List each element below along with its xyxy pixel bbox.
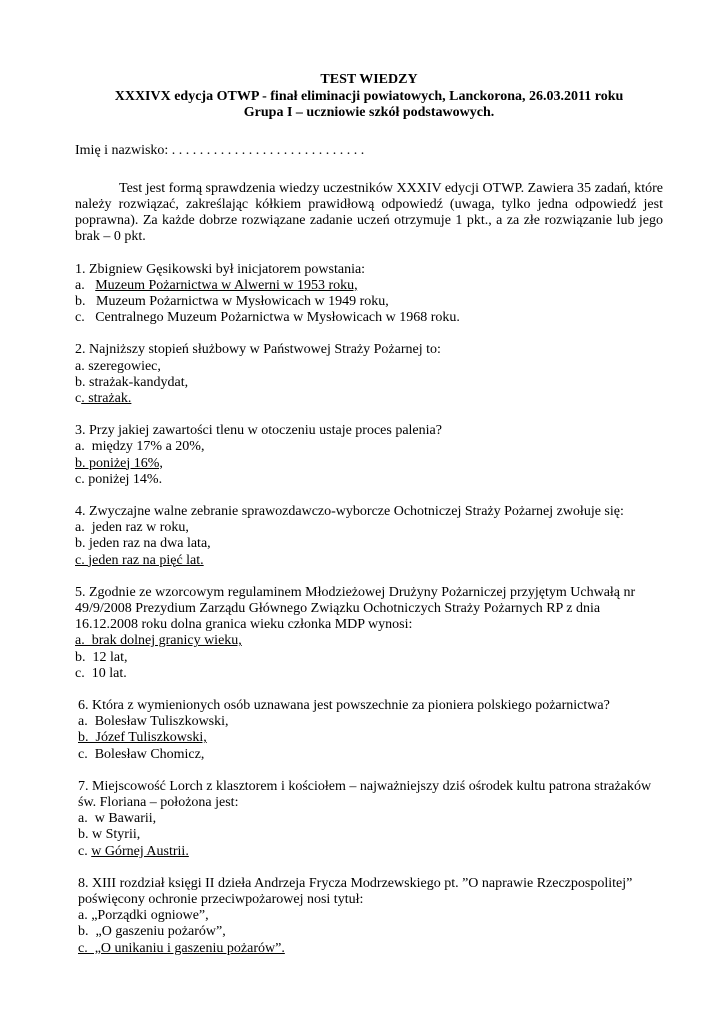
answer-option [75,359,663,375]
question-stem: 7. Miejscowość Lorch z klasztorem i kościołem – najważniejszy dziś ośrodek kultu patrona strażaków św. Floriana – położona jest: [78,778,652,810]
answer-option [75,278,663,294]
answer-text: b. strażak-kandydat, [75,374,189,390]
document-group: Grupa I – uczniowie szkół podstawowych. [243,105,495,120]
answer-prefix: b. [75,293,96,309]
question-6 [75,698,663,763]
answer-option [78,908,663,924]
answer-text-correct: . strażak. [81,390,132,406]
question-stem: 5. Zgodnie ze wzorcowym regulaminem Młodzieżowej Drużyny Pożarniczej przyjętym Uchwałą nr 49/9/2008 Prezydium Zarządu Głównego Związku Ochotniczych Straży Pożarnych RP z dnia 16.12.2008 roku dolna granica wieku członka MDP wynosi: [75,584,636,633]
answer-text-correct: c. jeden raz na pięć lat. [75,552,204,568]
answer-text: c. poniżej 14%. [75,471,163,487]
answer-option [78,924,663,940]
answer-option [75,439,663,455]
answer-option [75,310,663,326]
answer-prefix: c. [75,310,96,326]
answer-text: Centralnego Muzeum Pożarnictwa w Mysłowicach w 1968 roku. [95,310,460,326]
answer-option [75,520,663,536]
answer-text-correct: Muzeum Pożarnictwa w Alwerni w 1953 roku, [95,277,358,293]
answer-option [75,536,663,552]
question-stem: 6. Która z wymienionych osób uznawana jest powszechnie za pioniera polskiego pożarnictwa? [78,697,610,713]
answer-text: b. „O gaszeniu pożarów”, [78,924,226,940]
question-3 [75,423,663,488]
answer-text-correct: b. poniżej 16%, [75,455,163,471]
document-subtitle: XXXIVX edycja OTWP - finał eliminacji powiatowych, Lanckorona, 26.03.2011 roku [114,88,624,104]
question-stem: 2. Najniższy stopień służbowy w Państwowej Straży Pożarnej to: [75,342,441,358]
answer-option [75,375,663,391]
question-8 [75,876,663,957]
answer-option [75,553,663,569]
question-stem: 3. Przy jakiej zawartości tlenu w otoczeniu ustaje proces palenia? [75,423,442,439]
answer-option [78,730,663,746]
answer-text: b. jeden raz na dwa lata, [75,536,211,552]
document-header [75,72,663,122]
answer-text: b. 12 lat, [75,649,128,665]
document-title: TEST WIEDZY [320,72,418,87]
question-1 [75,262,663,327]
answer-text: a. między 17% a 20%, [75,439,205,455]
question-stem: 4. Zwyczajne walne zebranie sprawozdawczo-wyborcze Ochotniczej Straży Pożarnej zwołuje się: [75,503,624,519]
answer-option [75,472,663,488]
answer-text: c. 10 lat. [75,665,127,681]
intro-paragraph: Test jest formą sprawdzenia wiedzy uczestników XXXIV edycji OTWP. Zawiera 35 zadań, które należy rozwiązać, zakreślając kółkiem prawidłową odpowiedź (uwaga, tylko jedna odpowiedź jest poprawna). Za każde dobrze rozwiązane zadanie uczeń otrzymuje 1 pkt., a za złe rozwiązanie lub jego brak – 0 pkt. [75,180,663,245]
answer-option [78,747,663,763]
answer-option [75,294,663,310]
answer-option [75,666,663,682]
answer-option [75,456,663,472]
answer-option [78,941,663,957]
question-list [75,262,663,957]
answer-text: a. „Porządki ogniowe”, [78,908,209,924]
question-2 [75,342,663,407]
question-stem: 8. XIII rozdział księgi II dzieła Andrzeja Frycza Modrzewskiego pt. ”O naprawie Rzeczpospolitej” poświęcony ochronie przeciwpożarowej nosi tytuł: [78,875,633,908]
answer-option [75,650,663,666]
answer-text: a. Bolesław Tuliszkowski, [78,714,229,730]
answer-prefix: c. [78,843,92,859]
answer-option [78,811,663,827]
question-stem: 1. Zbigniew Gęsikowski był inicjatorem powstania: [75,261,366,277]
name-field-line: Imię i nazwisko: . . . . . . . . . . . . . . . . . . . . . . . . . . . . [75,142,365,158]
question-7 [75,779,663,860]
answer-option [78,844,663,860]
answer-option [75,633,663,649]
question-4 [75,504,663,569]
question-5 [75,585,663,682]
answer-text: Muzeum Pożarnictwa w Mysłowicach w 1949 roku, [96,293,389,309]
answer-option [78,827,663,843]
answer-text: c. Bolesław Chomicz, [78,746,205,762]
answer-text: a. szeregowiec, [75,358,161,374]
answer-option [78,714,663,730]
answer-text-correct: c. „O unikaniu i gaszeniu pożarów”. [78,940,285,956]
answer-prefix: c [75,390,82,406]
answer-text-correct: b. Józef Tuliszkowski, [78,730,207,746]
answer-text: b. w Styrii, [78,827,141,843]
answer-text: a. jeden raz w roku, [75,520,189,536]
test-document [75,72,663,957]
answer-text-correct: a. brak dolnej granicy wieku, [75,633,242,649]
answer-text: a. w Bawarii, [78,811,157,827]
answer-text-correct: w Górnej Austrii. [91,843,189,859]
answer-prefix: a. [75,277,96,293]
answer-option [75,391,663,407]
